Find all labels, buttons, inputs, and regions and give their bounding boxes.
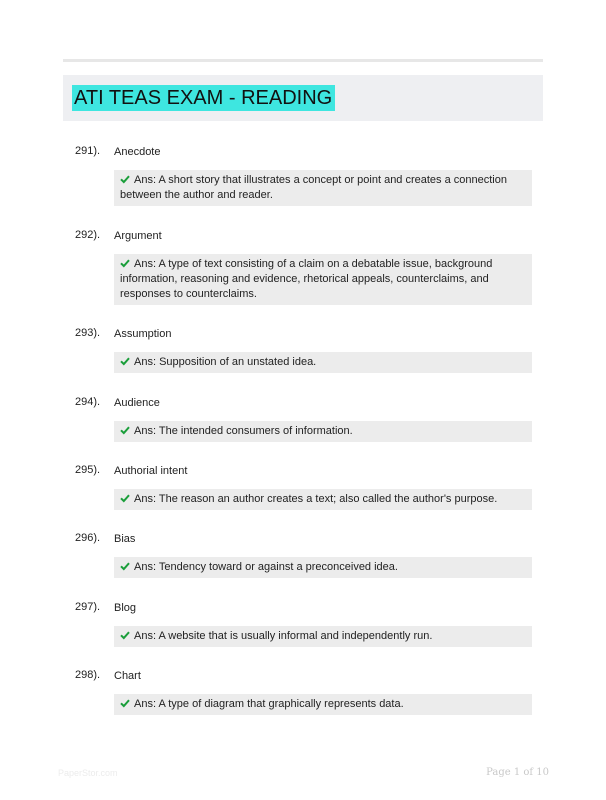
check-icon: [120, 356, 130, 366]
answer-box: [114, 421, 532, 442]
check-icon: [120, 698, 130, 708]
item-number: 294).: [75, 396, 101, 408]
check-icon: [120, 174, 130, 184]
item-number: 291).: [75, 145, 101, 157]
item-number: 295).: [75, 464, 101, 476]
item-term: Blog: [114, 602, 137, 614]
item-term: Anecdote: [114, 146, 161, 158]
item-term: Chart: [114, 670, 141, 682]
item-number: 297).: [75, 601, 101, 613]
answer-text: Ans: Tendency toward or against a preconceived idea.: [134, 561, 398, 573]
answer-text: Ans: The intended consumers of information.: [134, 425, 353, 437]
check-icon: [120, 493, 130, 503]
answer-text: Ans: A website that is usually informal and independently run.: [134, 630, 433, 642]
item-term: Argument: [114, 230, 162, 242]
answer-box: [114, 352, 532, 373]
watermark-text: PaperStor.com: [58, 768, 118, 778]
page-title: ATI TEAS EXAM - READING: [72, 85, 335, 111]
check-icon: [120, 561, 130, 571]
answer-text: Ans: A short story that illustrates a concept or point and creates a connection between the author and reader.: [120, 174, 507, 201]
item-term: Authorial intent: [114, 465, 188, 477]
page-number: Page 1 of 10: [486, 767, 549, 778]
answer-box: [114, 170, 532, 206]
item-number: 296).: [75, 532, 101, 544]
check-icon: [120, 630, 130, 640]
answer-text: Ans: A type of diagram that graphically represents data.: [134, 698, 404, 710]
answer-box: [114, 254, 532, 305]
check-icon: [120, 258, 130, 268]
answer-text: Ans: The reason an author creates a text; also called the author's purpose.: [134, 493, 498, 505]
answer-box: [114, 626, 532, 647]
item-number: 298).: [75, 669, 101, 681]
answer-text: Ans: A type of text consisting of a claim on a debatable issue, background information, reasoning and evidence, rhetorical appeals, counterclaims, and responses to counterclaims.: [120, 258, 493, 300]
answer-box: [114, 694, 532, 715]
item-term: Audience: [114, 397, 160, 409]
item-number: 293).: [75, 327, 101, 339]
item-term: Assumption: [114, 328, 172, 340]
answer-box: [114, 489, 532, 510]
answer-text: Ans: Supposition of an unstated idea.: [134, 356, 317, 368]
check-icon: [120, 425, 130, 435]
item-term: Bias: [114, 533, 136, 545]
item-number: 292).: [75, 229, 101, 241]
answer-box: [114, 557, 532, 578]
